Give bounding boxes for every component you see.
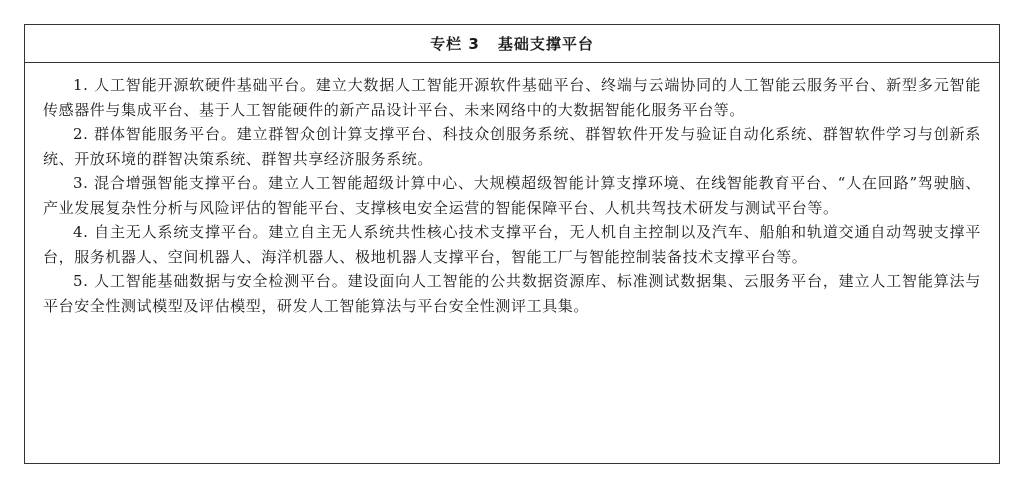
item-paragraph-4: 4. 自主无人系统支撑平台。建立自主无人系统共性核心技术支撑平台，无人机自主控制以及汽车、船舶和轨道交通自动驾驶支撑平台，服务机器人、空间机器人、海洋机器人、极地机器人支撑平台，智能工厂与智能控制装备技术支撑平台等。 — [43, 223, 981, 266]
column-box — [24, 24, 1000, 464]
item-paragraph-3: 3. 混合增强智能支撑平台。建立人工智能超级计算中心、大规模超级智能计算支撑环境、在线智能教育平台、“人在回路”驾驶脑、产业发展复杂性分析与风险评估的智能平台、支撑核电安全运营的智能保障平台、人机共驾技术研发与测试平台等。 — [43, 174, 981, 217]
item-paragraph-5: 5. 人工智能基础数据与安全检测平台。建设面向人工智能的公共数据资源库、标准测试数据集、云服务平台，建立人工智能算法与平台安全性测试模型及评估模型，研发人工智能算法与平台安全性测评工具集。 — [43, 272, 981, 315]
column-title: 基础支撑平台 — [497, 35, 594, 53]
column-number: 专栏 3 — [430, 35, 480, 53]
column-body — [25, 63, 999, 318]
item-paragraph-2: 2. 群体智能服务平台。建立群智众创计算支撑平台、科技众创服务系统、群智软件开发与验证自动化系统、群智软件学习与创新系统、开放环境的群智决策系统、群智共享经济服务系统。 — [43, 125, 981, 168]
item-paragraph-1: 1. 人工智能开源软硬件基础平台。建立大数据人工智能开源软件基础平台、终端与云端协同的人工智能云服务平台、新型多元智能传感器件与集成平台、基于人工智能硬件的新产品设计平台、未来网络中的大数据智能化服务平台等。 — [43, 76, 981, 119]
column-header — [25, 25, 999, 63]
